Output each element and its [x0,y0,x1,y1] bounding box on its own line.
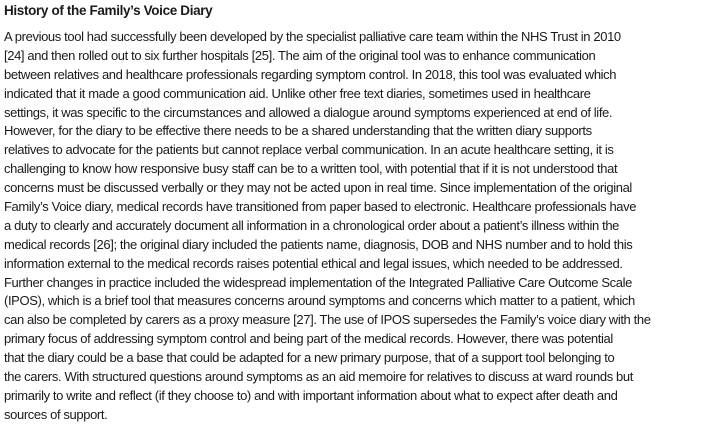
body-paragraph [4,28,651,425]
paragraph-line: A previous tool had successfully been developed by the specialist palliative care team within the NHS Trust in 2010 [4,29,621,44]
paragraph-line: the carers. With structured questions around symptoms as an aid memoire for relatives to discuss at ward rounds but [4,369,633,385]
paragraph-line: relatives to advocate for the patients but cannot replace verbal communication. In an acute healthcare setting, it is [4,142,614,158]
paragraph-line: sources of support. [4,406,108,422]
paragraph-line: However, for the diary to be effective there needs to be a shared understanding that the written diary supports [4,123,592,139]
paragraph-line: a duty to clearly and accurately document all information in a chronological order about a patient’s illness within the [4,217,620,233]
paragraph-line: Family’s Voice diary, medical records have transitioned from paper based to electronic. Healthcare professionals have [4,199,637,215]
paragraph-line: between relatives and healthcare professionals regarding symptom control. In 2018, this tool was evaluated which [4,66,617,82]
paragraph-line: concerns must be discussed verbally or they may not be acted upon in real time. Since implementation of the original [4,180,632,196]
paragraph-line: indicated that it made a good communication aid. Unlike other free text diaries, sometimes used in healthcare [4,85,591,101]
section-heading: History of the Family’s Voice Diary [4,3,213,18]
paragraph-line: medical records [26]; the original diary included the patients name, diagnosis, DOB and NHS number and to hold this [4,236,633,252]
paragraph-line: can also be completed by carers as a proxy measure [27]. The use of IPOS supersedes the Family’s voice diary with the [4,312,651,328]
paragraph-line: Further changes in practice included the widespread implementation of the Integrated Palliative Care Outcome Scale [4,274,632,290]
paragraph-line: that the diary could be a base that could be adapted for a new primary purpose, that of a support tool belonging to [4,350,615,366]
paragraph-line: [24] and then rolled out to six further hospitals [25]. The aim of the original tool was to enhance communication [4,47,596,63]
paragraph-line: primarily to write and reflect (if they choose to) and with important information about what to expect after death and [4,387,618,403]
paragraph-line: information external to the medical records raises potential ethical and legal issues, which needed to be addressed. [4,255,623,271]
paragraph-line: challenging to know how responsive busy staff can be to a written tool, with potential that if it is not understood that [4,161,618,177]
paragraph-line: primary focus of addressing symptom control and being part of the medical records. However, there was potential [4,331,613,347]
paragraph-line: (IPOS), which is a brief tool that measures concerns around symptoms and concerns which matter to a patient, which [4,293,635,309]
paragraph-line: settings, it was specific to the circumstances and allowed a dialogue around symptoms experienced at end of life. [4,104,613,120]
